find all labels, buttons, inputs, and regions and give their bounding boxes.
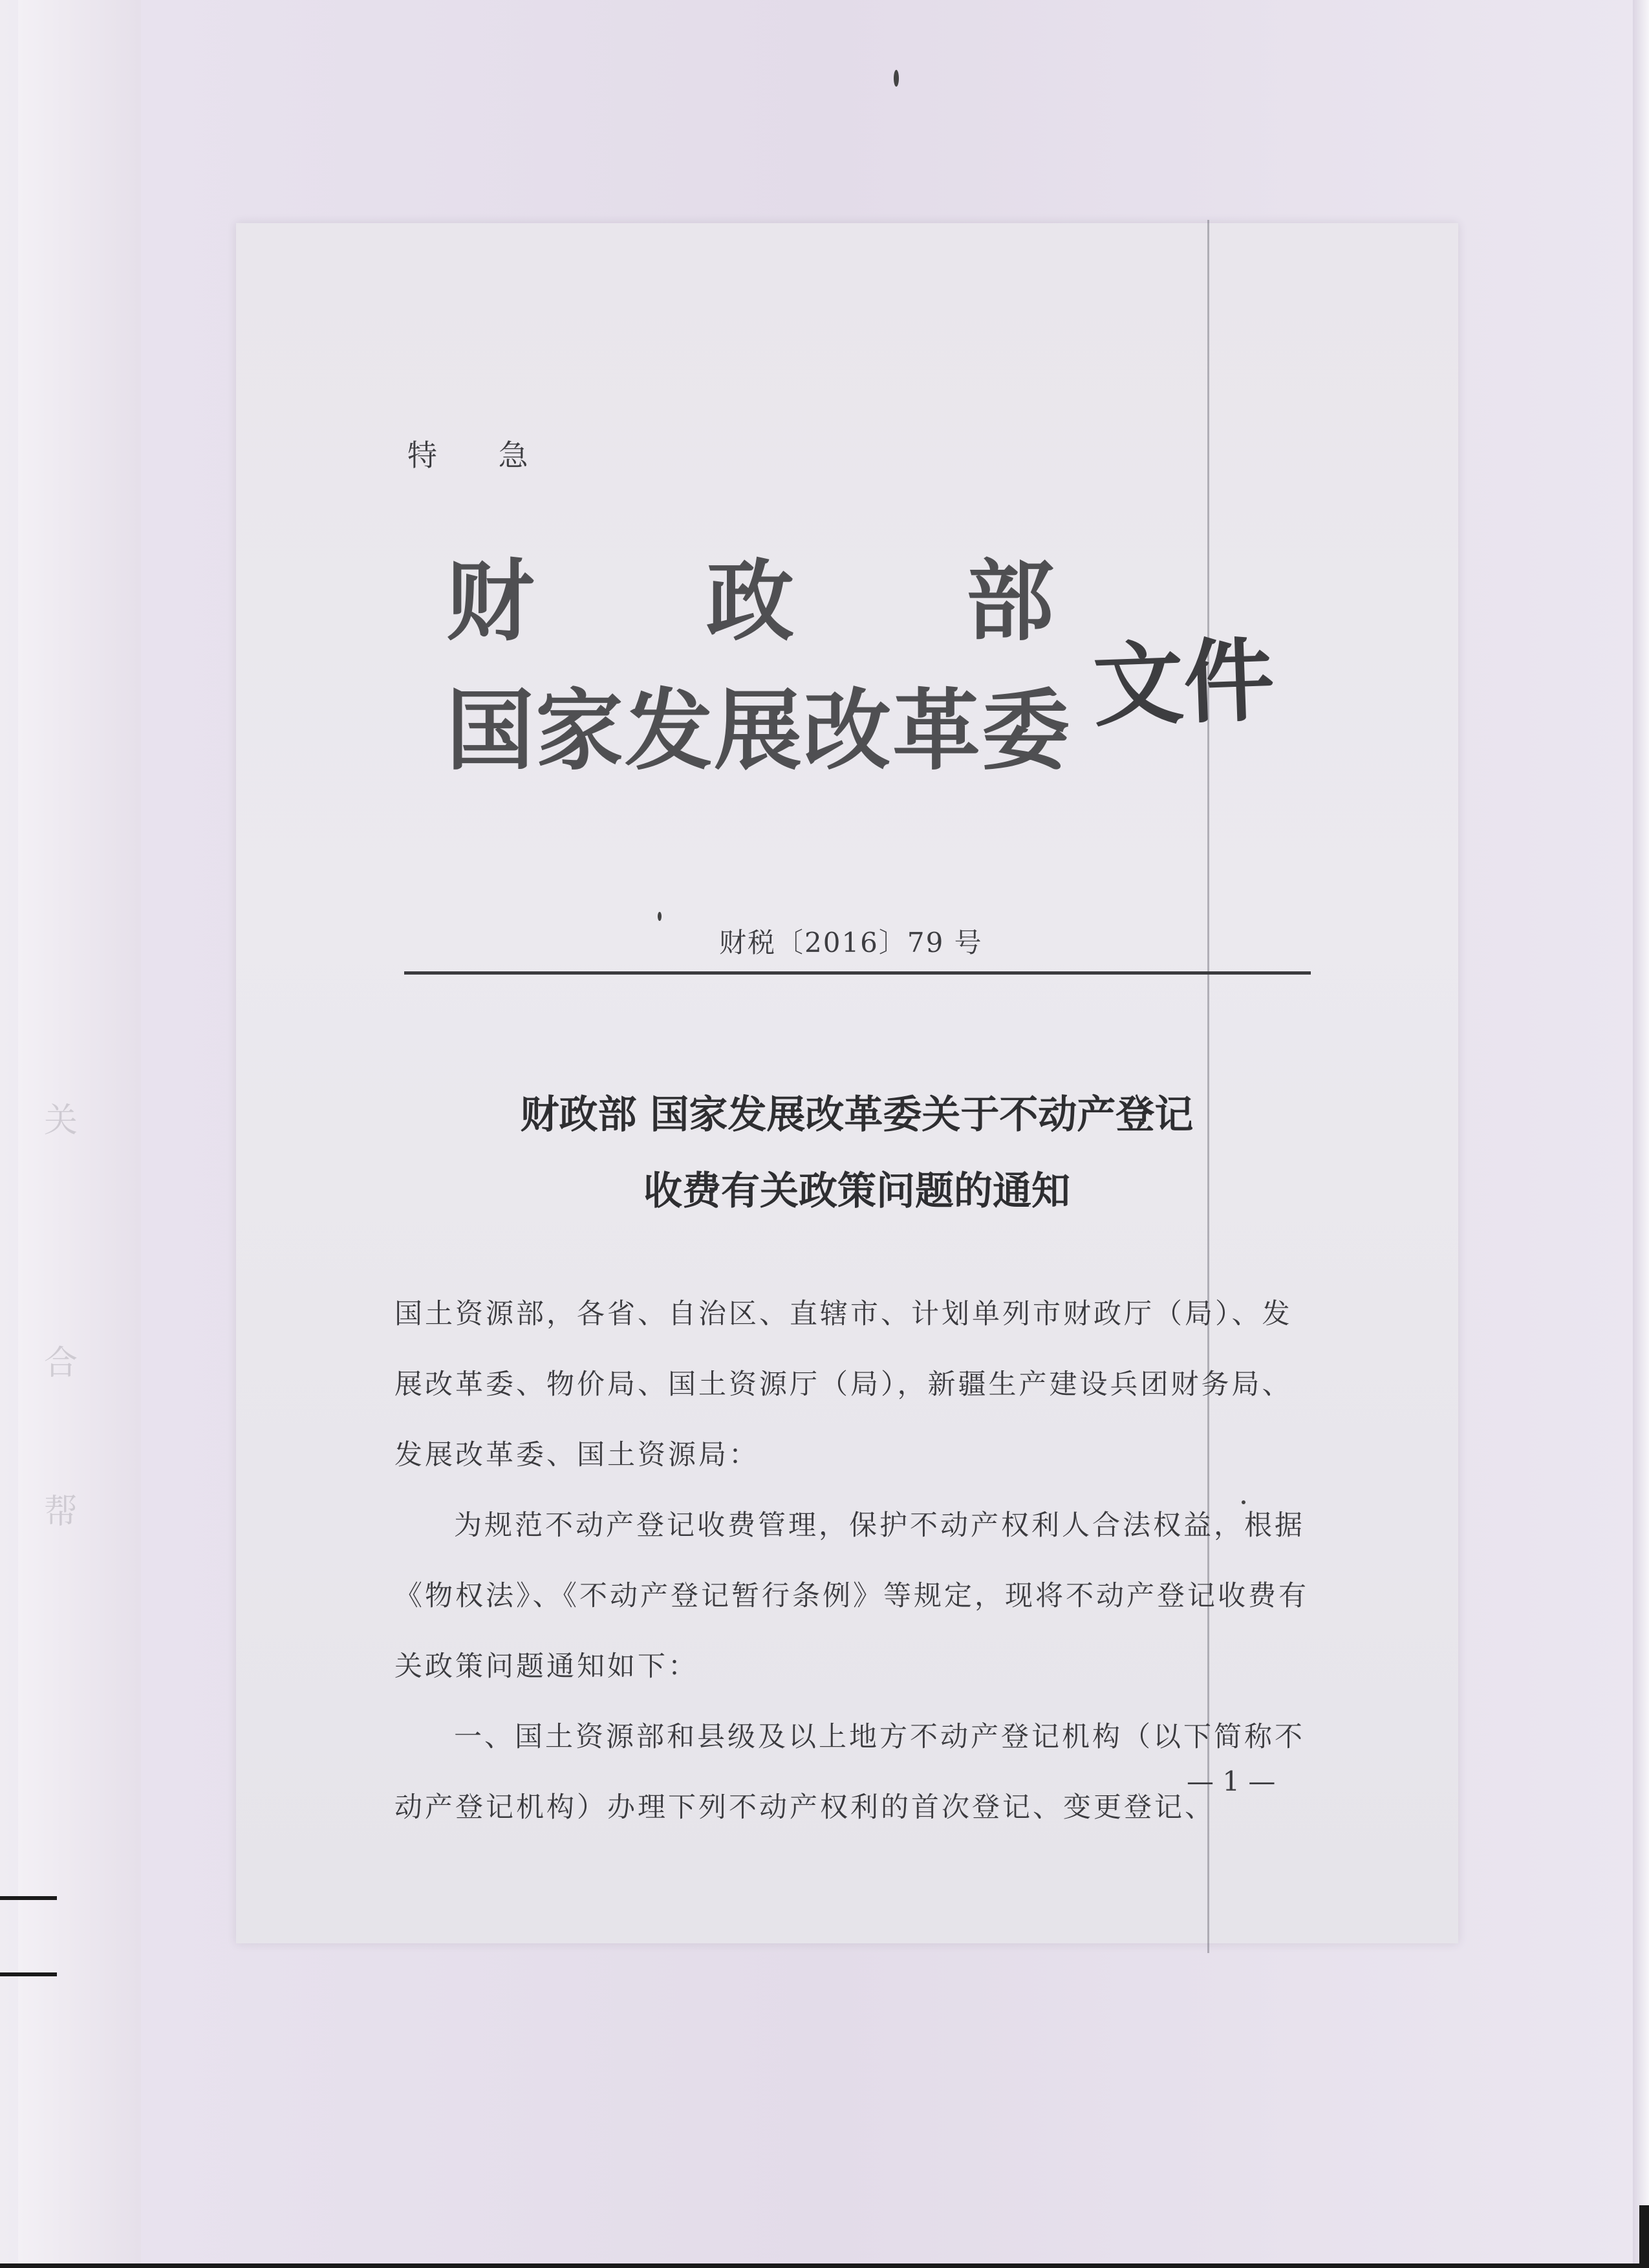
header-rule	[404, 971, 1311, 975]
document-title	[388, 1077, 1326, 1229]
document-body	[394, 1279, 1313, 1843]
body-paragraph: 为规范不动产登记收费管理，保护不动产权利人合法权益，根据《物权法》、《不动产登记暂行条例》等规定，现将不动产登记收费有关政策问题通知如下：	[394, 1509, 1309, 1683]
previous-page-strip	[18, 0, 141, 2268]
bleed-char: 关	[44, 1101, 85, 1140]
bleed-char: 合	[44, 1344, 85, 1383]
page-number: — 1 —	[1187, 1766, 1276, 1797]
issuer-char: 财	[446, 550, 534, 653]
title-line-1: 财政部 国家发展改革委关于不动产登记	[520, 1092, 1194, 1138]
scan-edge-mark	[0, 2263, 1649, 2268]
issuer-line-1	[446, 530, 1054, 657]
issuer-char: 部	[966, 550, 1054, 653]
issuer-char: 政	[706, 550, 794, 653]
document-number: 财税〔2016〕79 号	[719, 927, 983, 958]
dust-speck	[658, 912, 662, 921]
scan-edge-mark	[0, 1972, 57, 1976]
addressee-paragraph: 国土资源部，各省、自治区、直辖市、计划单列市财政厅（局）、发展改革委、物价局、国土资源厅（局），新疆生产建设兵团财务局、发展改革委、国土资源局：	[394, 1298, 1293, 1471]
bleed-char: 帮	[44, 1493, 85, 1531]
issuer-suffix: 文件	[1091, 627, 1277, 740]
scan-edge-mark	[1639, 2205, 1649, 2268]
right-margin-strip	[1633, 0, 1649, 2268]
scan-edge-mark	[0, 1896, 57, 1900]
issuer-line-2: 国家发展改革委	[446, 679, 1071, 783]
title-line-2: 收费有关政策问题的通知	[643, 1169, 1070, 1214]
dust-speck	[894, 70, 899, 87]
urgency-mark: 特 急	[407, 438, 554, 473]
body-paragraph: 一、国土资源部和县级及以上地方不动产登记机构（以下简称不动产登记机构）办理下列不动产权利的首次登记、变更登记、	[394, 1721, 1305, 1824]
